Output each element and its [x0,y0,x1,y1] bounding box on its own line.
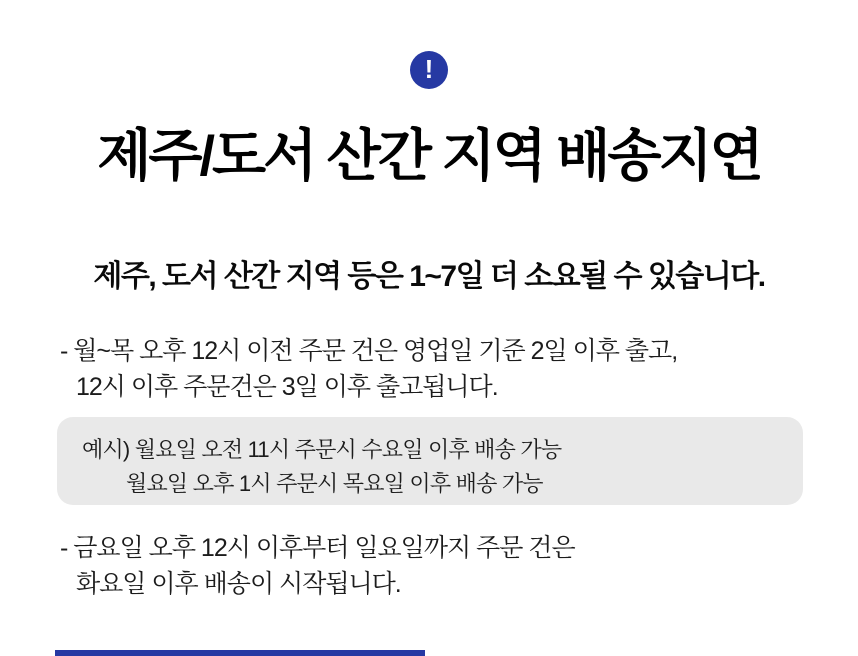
weekend-shipping-line1: - 금요일 오후 12시 이후부터 일요일까지 주문 건은 [60,534,575,562]
notice-title: 제주/도서 산간 지역 배송지연 [97,124,761,187]
example-box [57,417,803,505]
exclamation-glyph: ! [424,54,434,84]
exclamation-icon [410,51,448,89]
example-line2: 월요일 오후 1시 주문시 목요일 이후 배송 가능 [126,471,543,496]
weekend-shipping-line2: 화요일 이후 배송이 시작됩니다. [76,570,401,598]
example-line1: 예시) 월요일 오전 11시 주문시 수요일 이후 배송 가능 [82,437,562,462]
weekday-shipping-note [60,333,677,405]
bottom-blue-bar [55,650,425,656]
notice-subtitle: 제주, 도서 산간 지역 등은 1~7일 더 소요될 수 있습니다. [93,260,765,293]
weekend-shipping-note [60,530,575,602]
weekday-shipping-line2: 12시 이후 주문건은 3일 이후 출고됩니다. [76,373,498,401]
weekday-shipping-line1: - 월~목 오후 12시 이전 주문 건은 영업일 기준 2일 이후 출고, [60,337,678,365]
